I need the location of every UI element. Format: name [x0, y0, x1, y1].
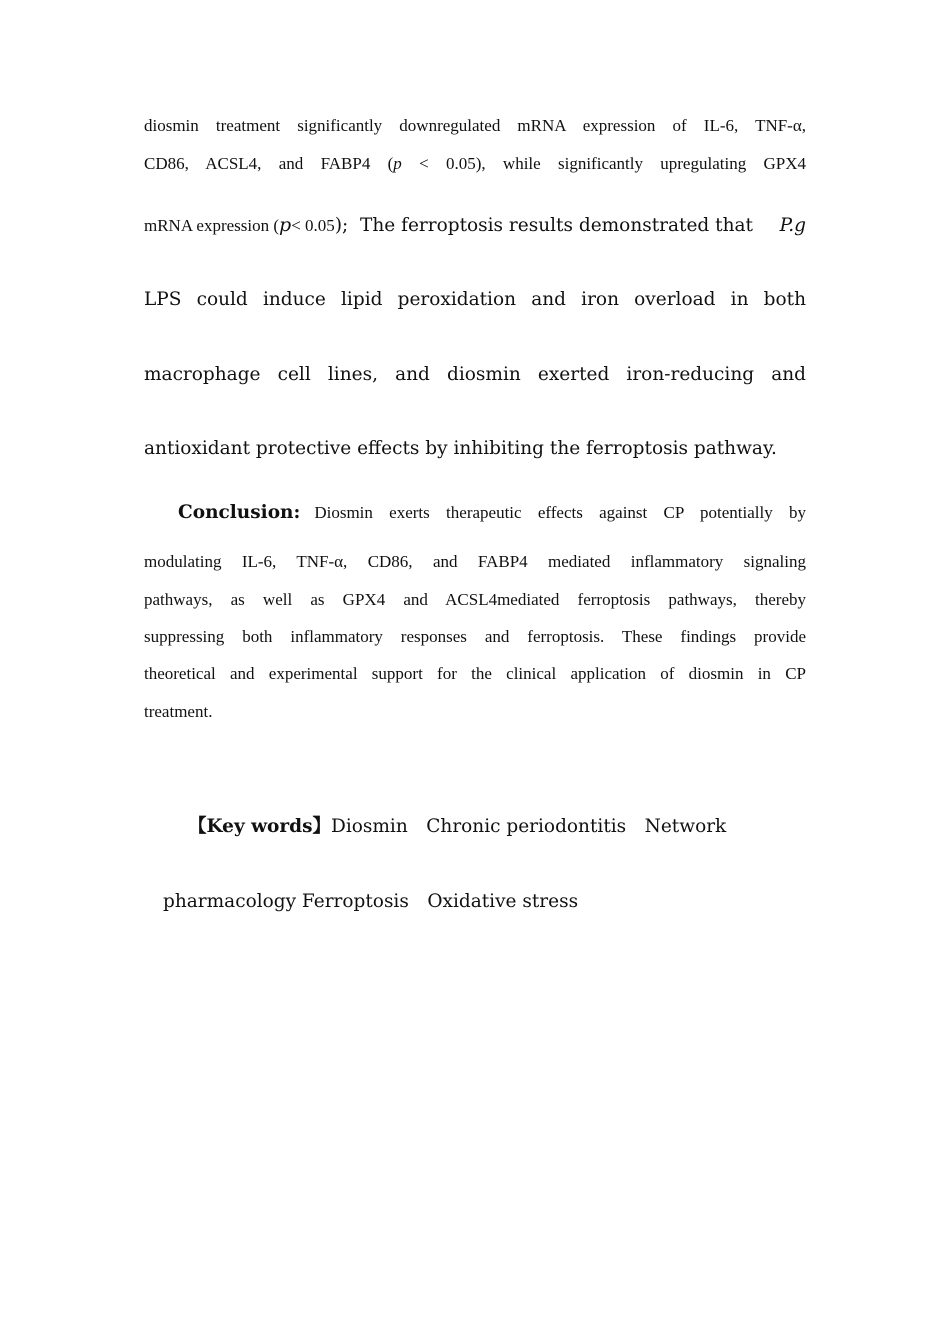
results-line-3: mRNA expression ( p < 0.05 ); The ferroptosis results demonstrated that P.g [144, 214, 806, 236]
conclusion-line-6: treatment. [144, 702, 213, 721]
conclusion-line-2: modulating IL-6, TNF-α, CD86, and FABP4 mediated inflammatory signaling [144, 552, 806, 571]
keywords-line-2: pharmacology Ferroptosis Oxidative stress [163, 891, 579, 912]
conclusion-line-4: suppressing both inflammatory responses and ferroptosis. These findings provide [144, 627, 806, 646]
conclusion-line-5: theoretical and experimental support for the clinical application of diosmin in CP [144, 664, 806, 683]
conclusion-line-1: Conclusion: Diosmin exerts therapeutic effects against CP potentially by [178, 502, 806, 523]
keywords-label: 【Key words】 [188, 816, 331, 837]
results-line-2: CD86, ACSL4, and FABP4 (p < 0.05), while significantly upregulating GPX4 [144, 154, 806, 173]
keywords-line-1: 【Key words】Diosmin Chronic periodontitis Network [188, 816, 727, 837]
results-line-6: antioxidant protective effects by inhibiting the ferroptosis pathway. [144, 438, 777, 459]
conclusion-line-3: pathways, as well as GPX4 and ACSL4mediated ferroptosis pathways, thereby [144, 590, 806, 609]
results-line-5: macrophage cell lines, and diosmin exerted iron-reducing and [144, 364, 806, 385]
results-line-1: diosmin treatment significantly downregulated mRNA expression of IL-6, TNF-α, [144, 116, 806, 135]
conclusion-heading: Conclusion: [178, 502, 301, 523]
results-line-4: LPS could induce lipid peroxidation and iron overload in both [144, 289, 806, 310]
